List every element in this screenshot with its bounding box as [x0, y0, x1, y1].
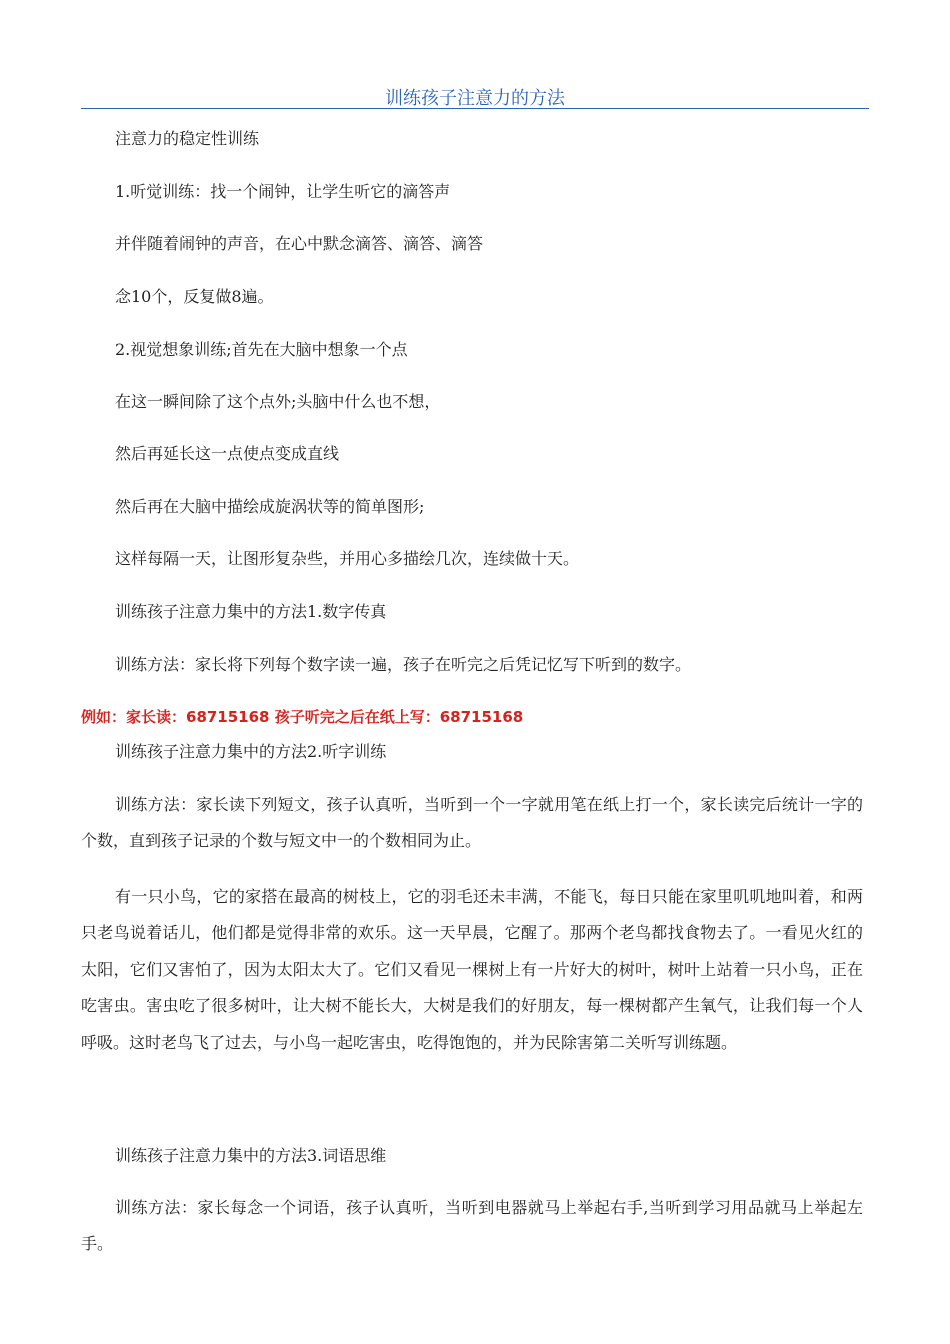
- text-line: 然后再延长这一点使点变成直线: [115, 444, 340, 463]
- text-line: 念10个，反复做8遍。: [115, 287, 274, 306]
- text-line: 2.视觉想象训练;首先在大脑中想象一个点: [115, 340, 408, 359]
- section-heading-stability: 注意力的稳定性训练: [115, 129, 260, 148]
- paragraph-instructions-3: 训练方法：家长每念一个词语，孩子认真听，当听到电器就马上举起右手,当听到学习用品就马上举起左手。: [81, 1198, 863, 1254]
- method-heading-2: 训练孩子注意力集中的方法2.听字训练: [115, 742, 387, 761]
- text-line: 训练方法：家长将下列每个数字读一遍，孩子在听完之后凭记忆写下听到的数字。: [115, 655, 692, 674]
- document-title: 训练孩子注意力的方法: [385, 88, 565, 109]
- text-line: 然后再在大脑中描绘成旋涡状等的简单图形;: [115, 497, 425, 516]
- method-heading-3: 训练孩子注意力集中的方法3.词语思维: [115, 1146, 387, 1165]
- text-line: 在这一瞬间除了这个点外;头脑中什么也不想，: [115, 392, 441, 411]
- text-line: 1.听觉训练：找一个闹钟，让学生听它的滴答声: [115, 182, 451, 201]
- header-divider: [81, 108, 869, 109]
- paragraph-instructions-2: 训练方法：家长读下列短文，孩子认真听，当听到一个一字就用笔在纸上打一个，家长读完后统计一字的个数，直到孩子记录的个数与短文中一的个数相同为止。: [81, 795, 863, 851]
- text-line: 这样每隔一天，让图形复杂些，并用心多描绘几次，连续做十天。: [115, 549, 580, 568]
- paragraph-story: 有一只小鸟，它的家搭在最高的树枝上，它的羽毛还未丰满，不能飞，每日只能在家里叽叽地叫着，和两只老鸟说着话儿，他们都是觉得非常的欢乐。这一天早晨，它醒了。那两个老鸟都找食物去了。一看见火红的太阳，它们又害怕了，因为太阳太大了。它们又看见一棵树上有一片好大的树叶，树叶上站着一只小鸟，正在吃害虫。害虫吃了很多树叶，让大树不能长大，大树是我们的好朋友，每一棵树都产生氧气，让我们每一个人呼吸。这时老鸟飞了过去，与小鸟一起吃害虫，吃得饱饱的，并为民除害第二关听写训练题。: [81, 887, 863, 1052]
- example-highlight: 例如：家长读：68715168 孩子听完之后在纸上写：68715168: [81, 708, 524, 726]
- method-heading-1: 训练孩子注意力集中的方法1.数字传真: [115, 602, 387, 621]
- text-line: 并伴随着闹钟的声音，在心中默念滴答、滴答、滴答: [115, 234, 484, 253]
